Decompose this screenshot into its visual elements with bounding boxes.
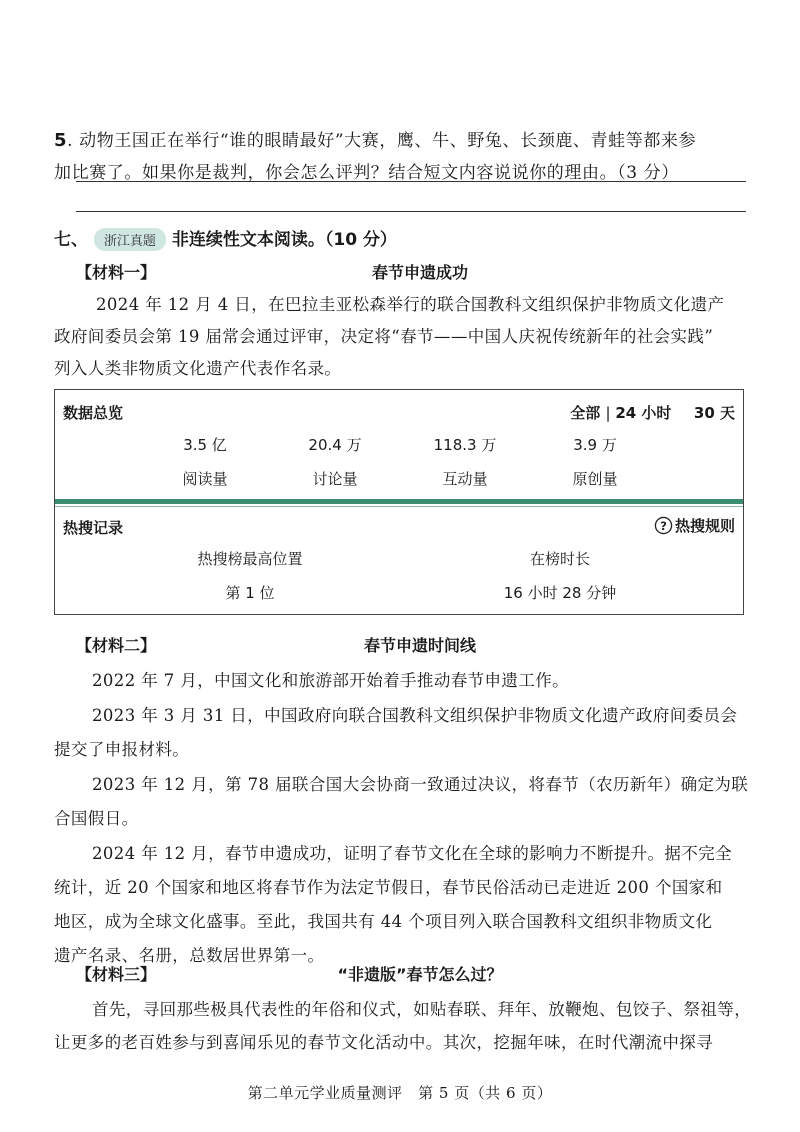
material-1-title: 春节申遗成功 xyxy=(371,263,468,282)
overview-title: 数据总览 xyxy=(63,404,124,422)
answer-line[interactable] xyxy=(76,181,746,182)
question-5-line-2: 加比赛了。如果你是裁判，你会怎么评判？结合短文内容说说你的理由。（3 分） xyxy=(54,163,679,183)
material-2-line: 合国假日。 xyxy=(54,809,139,828)
stat-value-discussions: 20.4 万 xyxy=(308,436,362,454)
hot-rank-label: 热搜榜最高位置 xyxy=(197,550,303,568)
stat-label-reads: 阅读量 xyxy=(182,470,228,488)
panel-divider xyxy=(55,499,743,504)
material-3-line: 让更多的老百姓参与到喜闻乐见的春节文化活动中。其次，挖掘年味，在时代潮流中探寻 xyxy=(54,1033,714,1052)
material-2-line: 地区，成为全球文化盛事。至此，我国共有 44 个项目列入联合国教科文组织非物质文化 xyxy=(54,912,713,931)
hot-rules-link[interactable]: ? 热搜规则 xyxy=(654,515,735,536)
hot-rank-value: 第 1 位 xyxy=(225,584,275,602)
time-filter: 全部 | 24 小时 30 天 xyxy=(570,404,735,422)
filter-30d[interactable]: 30 天 xyxy=(693,404,735,422)
material-1-line: 政府间委员会第 19 届常会通过评审，决定将“春节——中国人庆祝传统新年的社会实践” xyxy=(54,327,714,346)
material-2-line: 提交了申报材料。 xyxy=(54,740,190,759)
source-tag: 浙江真题 xyxy=(94,228,166,251)
material-2-line: 遗产名录、名册，总数居世界第一。 xyxy=(54,946,325,965)
page-footer: 第二单元学业质量测评 第 5 页（共 6 页） xyxy=(247,1084,553,1102)
question-number: 5 xyxy=(54,130,68,151)
hot-duration-label: 在榜时长 xyxy=(529,550,590,568)
filter-all[interactable]: 全部 xyxy=(570,404,601,422)
material-2-line: 统计，近 20 个国家和地区将春节作为法定节假日，春节民俗活动已走进近 200 个国家和 xyxy=(54,878,723,897)
material-1-label: 【材料一】 xyxy=(76,263,157,282)
material-1-line: 列入人类非物质文化遗产代表作名录。 xyxy=(54,359,342,378)
material-3-label: 【材料三】 xyxy=(76,965,157,984)
filter-24h[interactable]: 24 小时 xyxy=(615,404,672,422)
material-2-line: 2024 年 12 月，春节申遗成功，证明了春节文化在全球的影响力不断提升。据不完全 xyxy=(92,844,733,863)
material-3-title: “非遗版”春节怎么过？ xyxy=(337,965,503,984)
hot-search-title: 热搜记录 xyxy=(63,519,124,537)
stat-value-reads: 3.5 亿 xyxy=(183,436,227,454)
svg-text:?: ? xyxy=(660,518,667,533)
section-number: 七、 xyxy=(54,230,88,250)
material-2-label: 【材料二】 xyxy=(76,636,157,655)
panel-divider-thin xyxy=(55,506,743,507)
answer-line[interactable] xyxy=(76,211,746,212)
help-icon xyxy=(654,516,673,535)
stat-label-originals: 原创量 xyxy=(572,470,618,488)
section-7-heading xyxy=(54,225,397,251)
hot-duration-value: 16 小时 28 分钟 xyxy=(503,584,617,602)
stat-label-interactions: 互动量 xyxy=(442,470,488,488)
material-1-line: 2024 年 12 月 4 日，在巴拉圭亚松森举行的联合国教科文组织保护非物质文化遗产 xyxy=(96,295,725,314)
question-5-line-1: 5. 动物王国正在举行“谁的眼睛最好”大赛，鹰、牛、野兔、长颈鹿、青蛙等都来参 xyxy=(54,130,697,151)
stat-value-originals: 3.9 万 xyxy=(573,436,617,454)
material-2-title: 春节申遗时间线 xyxy=(363,636,476,655)
stat-label-discussions: 讨论量 xyxy=(312,470,358,488)
data-panel xyxy=(54,389,744,615)
section-title: 非连续性文本阅读。（10 分） xyxy=(171,230,397,250)
material-2-line: 2023 年 12 月，第 78 届联合国大会协商一致通过决议，将春节（农历新年）确定为联 xyxy=(92,775,749,794)
material-3-line: 首先，寻回那些极具代表性的年俗和仪式，如贴春联、拜年、放鞭炮、包饺子、祭祖等， xyxy=(92,1000,752,1019)
material-2-line: 2022 年 7 月，中国文化和旅游部开始着手推动春节申遗工作。 xyxy=(92,671,570,690)
stat-value-interactions: 118.3 万 xyxy=(433,436,497,454)
material-2-line: 2023 年 3 月 31 日，中国政府向联合国教科文组织保护非物质文化遗产政府间委员会 xyxy=(92,706,738,725)
